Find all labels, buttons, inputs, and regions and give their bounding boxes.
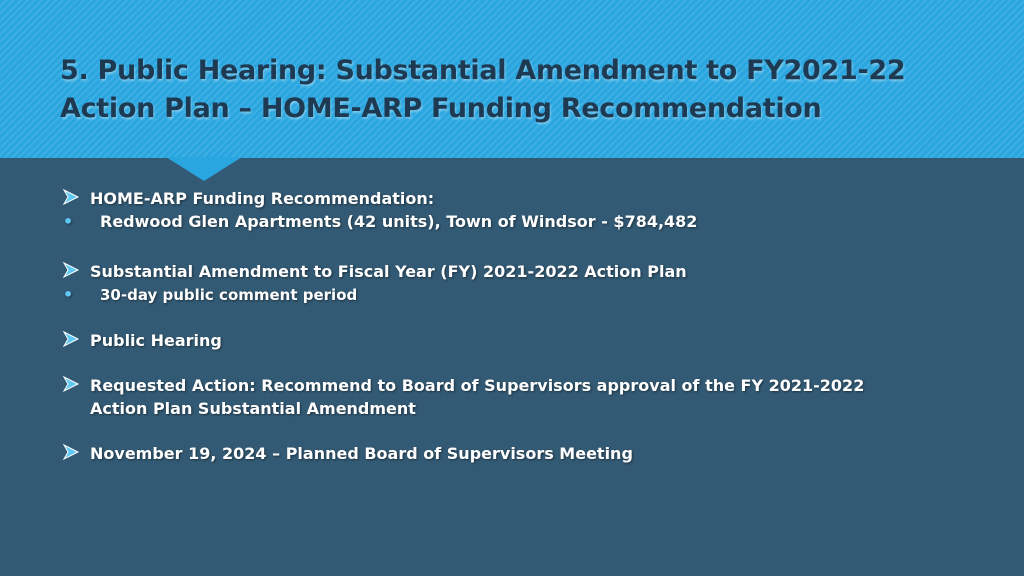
arrow-bullet-icon	[62, 261, 80, 279]
sub-bullet-item	[60, 283, 980, 307]
sub-bullet-item	[60, 210, 980, 234]
bullet-text: Substantial Amendment to Fiscal Year (FY) 2021-2022 Action Plan	[90, 262, 687, 281]
bullet-item	[60, 442, 980, 465]
arrow-bullet-icon	[62, 375, 80, 393]
banner-notch	[166, 157, 242, 181]
bullet-item	[60, 374, 980, 420]
arrow-bullet-icon	[62, 188, 80, 206]
bullet-text-line-1: Requested Action: Recommend to Board of Supervisors approval of the FY 2021-2022	[90, 376, 865, 395]
dot-bullet-icon: •	[63, 285, 74, 304]
bullet-text: November 19, 2024 – Planned Board of Supervisors Meeting	[90, 444, 633, 463]
sub-bullet-text: 30-day public comment period	[100, 286, 358, 304]
dot-bullet-icon: •	[63, 212, 74, 231]
bullet-text-line-2: Action Plan Substantial Amendment	[90, 399, 416, 418]
title-line-1: 5. Public Hearing: Substantial Amendment to FY2021-22	[60, 55, 906, 86]
bullet-text: Public Hearing	[90, 331, 222, 350]
arrow-bullet-icon	[62, 330, 80, 348]
slide-title	[60, 52, 1000, 128]
title-line-2: Action Plan – HOME-ARP Funding Recommendation	[60, 93, 822, 124]
bullet-item	[60, 187, 980, 210]
bullet-list	[60, 187, 980, 465]
bullet-item	[60, 329, 980, 352]
arrow-bullet-icon	[62, 443, 80, 461]
bullet-item	[60, 260, 980, 283]
bullet-text: HOME-ARP Funding Recommendation:	[90, 189, 435, 208]
sub-bullet-text: Redwood Glen Apartments (42 units), Town of Windsor - $784,482	[100, 212, 698, 231]
